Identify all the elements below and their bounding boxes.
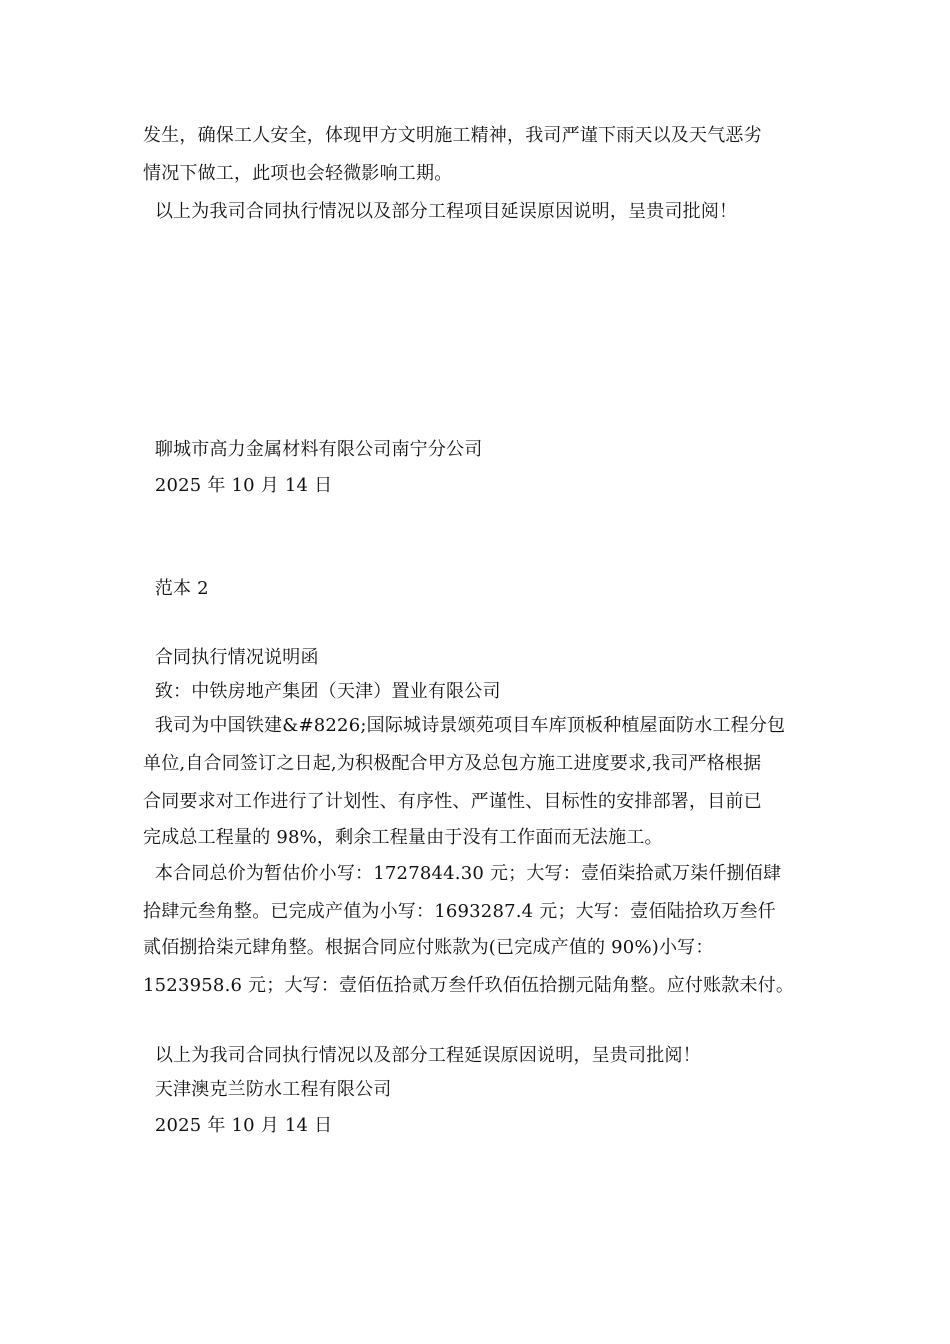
- company-signature: 天津澳克兰防水工程有限公司: [143, 1079, 392, 1100]
- closing-statement: 以上为我司合同执行情况以及部分工程项目延误原因说明，呈贵司批阅！: [143, 201, 738, 222]
- paragraph-line: 单位,自合同签订之日起,为积极配合甲方及总包方施工进度要求,我司严格根据: [143, 753, 762, 774]
- sample-heading: 范本 2: [143, 578, 209, 599]
- paragraph-line: 1523958.6 元；大写：壹佰伍拾贰万叁仟玖佰伍拾捌元陆角整。应付账款未付。: [143, 975, 795, 996]
- paragraph-line: 我司为中国铁建&#8226;国际城诗景颂苑项目车库顶板种植屋面防水工程分包: [143, 715, 786, 736]
- paragraph-line: 贰佰捌拾柒元肆角整。根据合同应付账款为(已完成产值的 90%)小写：: [143, 937, 714, 958]
- paragraph-line: 拾肆元叁角整。已完成产值为小写：1693287.4 元；大写：壹佰陆拾玖万叁仟: [143, 901, 776, 922]
- closing-statement: 以上为我司合同执行情况以及部分工程延误原因说明，呈贵司批阅！: [143, 1045, 701, 1066]
- paragraph-line: 本合同总价为暂估价小写：1727844.30 元；大写：壹佰柒拾贰万柒仟捌佰肆: [143, 863, 782, 884]
- signature-date: 2025 年 10 月 14 日: [143, 1115, 333, 1136]
- paragraph-line: 合同要求对工作进行了计划性、有序性、严谨性、目标性的安排部署，目前已: [143, 791, 762, 812]
- letter-recipient: 致：中铁房地产集团（天津）置业有限公司: [143, 681, 501, 702]
- paragraph-line: 发生，确保工人安全，体现甲方文明施工精神，我司严谨下雨天以及天气恶劣: [143, 125, 762, 146]
- paragraph-line: 完成总工程量的 98%，剩余工程量由于没有工作面而无法施工。: [143, 827, 663, 848]
- signature-date: 2025 年 10 月 14 日: [143, 475, 333, 496]
- company-signature: 聊城市高力金属材料有限公司南宁分公司: [143, 439, 483, 460]
- paragraph-line: 情况下做工，此项也会轻微影响工期。: [143, 163, 453, 184]
- letter-title: 合同执行情况说明函: [143, 647, 319, 668]
